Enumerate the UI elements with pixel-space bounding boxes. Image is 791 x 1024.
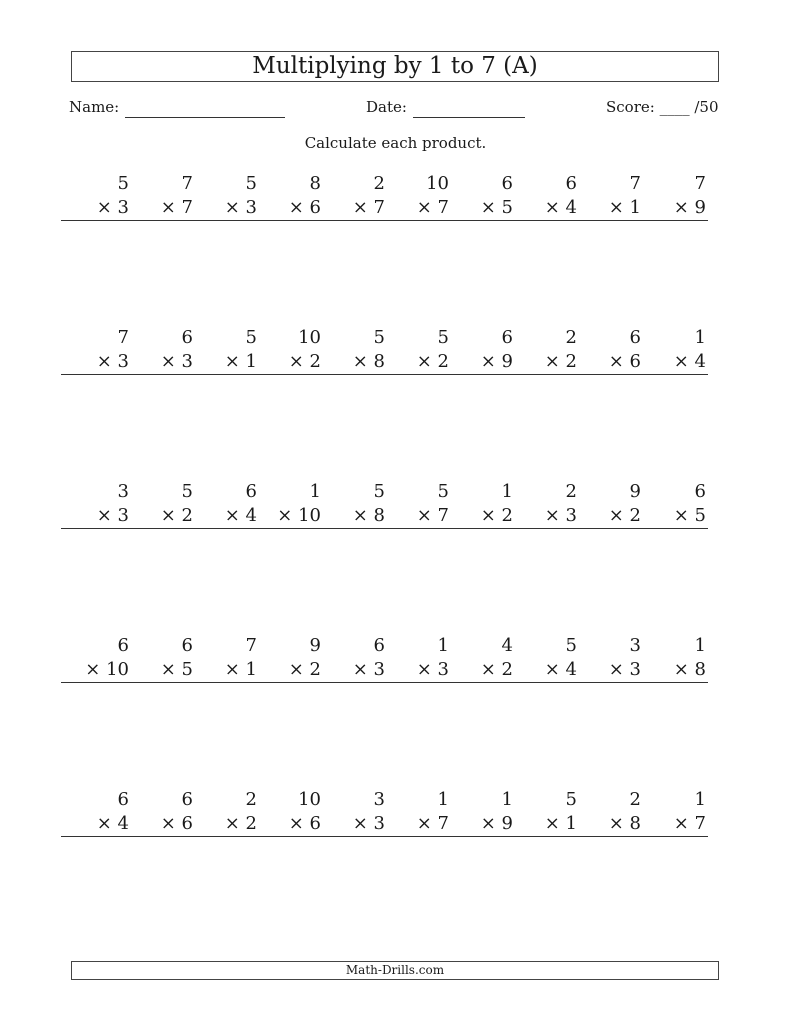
problem — [125, 326, 195, 375]
problem-multiplier: × 8 — [317, 504, 387, 529]
problem — [125, 480, 195, 529]
problem — [445, 480, 515, 529]
problem-multiplicand: 7 — [117, 327, 129, 348]
problem-multiplier: × 9 — [445, 350, 515, 375]
problem-multiplicand: 6 — [565, 173, 577, 194]
problem-multiplicand: 5 — [245, 173, 257, 194]
problem — [445, 788, 515, 837]
problem — [509, 326, 579, 375]
problem-multiplicand: 9 — [629, 481, 641, 502]
instructions: Calculate each product. — [304, 134, 487, 152]
problem — [638, 788, 708, 837]
problem-multiplicand: 5 — [181, 481, 193, 502]
problem-multiplier: × 7 — [381, 812, 451, 837]
problem — [381, 634, 451, 683]
score-field — [606, 96, 719, 118]
problem — [61, 172, 131, 221]
header-info-row — [0, 96, 791, 120]
problem — [317, 788, 387, 837]
problem-multiplicand: 5 — [373, 327, 385, 348]
problem-multiplicand: 6 — [117, 635, 129, 656]
problem — [189, 326, 259, 375]
problem-multiplier: × 2 — [509, 350, 579, 375]
score-blank: ____ — [659, 98, 690, 116]
problem-multiplicand: 4 — [501, 635, 513, 656]
problem-multiplier: × 2 — [125, 504, 195, 529]
problem-multiplier: × 6 — [125, 812, 195, 837]
problem-multiplier: × 3 — [61, 196, 131, 221]
problem-multiplicand: 1 — [437, 789, 449, 810]
problem-multiplicand: 6 — [501, 173, 513, 194]
problem — [253, 172, 323, 221]
problem-multiplicand: 5 — [437, 327, 449, 348]
problem — [445, 326, 515, 375]
problem-multiplicand: 2 — [373, 173, 385, 194]
problem-multiplier: × 1 — [189, 658, 259, 683]
problem-multiplicand: 1 — [694, 789, 706, 810]
problem-multiplier: × 2 — [573, 504, 643, 529]
problem-multiplier: × 7 — [381, 196, 451, 221]
problem — [61, 480, 131, 529]
problem-multiplicand: 10 — [426, 173, 449, 194]
problem-multiplicand: 6 — [694, 481, 706, 502]
name-field — [69, 96, 285, 118]
problem — [61, 634, 131, 683]
problem-multiplier: × 6 — [253, 812, 323, 837]
problem-multiplicand: 5 — [565, 635, 577, 656]
problem-multiplier: × 1 — [573, 196, 643, 221]
problem — [317, 326, 387, 375]
problem-multiplicand: 7 — [245, 635, 257, 656]
problem-multiplicand: 3 — [117, 481, 129, 502]
problem — [638, 480, 708, 529]
problem — [573, 480, 643, 529]
problem-multiplier: × 6 — [253, 196, 323, 221]
problem — [253, 788, 323, 837]
problem — [125, 634, 195, 683]
problem-multiplier: × 2 — [445, 504, 515, 529]
problem — [317, 480, 387, 529]
problem — [253, 634, 323, 683]
problem-multiplier: × 2 — [253, 658, 323, 683]
problem-multiplier: × 2 — [189, 812, 259, 837]
problem — [638, 634, 708, 683]
problem-multiplicand: 7 — [694, 173, 706, 194]
problem-multiplicand: 5 — [437, 481, 449, 502]
problem — [61, 788, 131, 837]
problem — [125, 788, 195, 837]
problem-multiplier: × 9 — [445, 812, 515, 837]
problem-multiplier: × 2 — [381, 350, 451, 375]
problem-multiplier: × 3 — [573, 658, 643, 683]
problem-multiplier: × 6 — [573, 350, 643, 375]
problem-multiplicand: 2 — [629, 789, 641, 810]
score-label: Score: — [606, 98, 655, 116]
problem — [445, 172, 515, 221]
problem-multiplicand: 7 — [181, 173, 193, 194]
problem — [189, 788, 259, 837]
problem-multiplicand: 1 — [501, 789, 513, 810]
problem-multiplicand: 6 — [181, 327, 193, 348]
problem-multiplier: × 2 — [253, 350, 323, 375]
problem-multiplicand: 2 — [565, 327, 577, 348]
problem-multiplier: × 1 — [509, 812, 579, 837]
problem — [509, 634, 579, 683]
problem — [381, 788, 451, 837]
name-blank-line — [125, 101, 285, 118]
problem-multiplicand: 6 — [245, 481, 257, 502]
problem — [573, 788, 643, 837]
problem-multiplier: × 4 — [61, 812, 131, 837]
problem-multiplier: × 7 — [381, 504, 451, 529]
problem — [189, 634, 259, 683]
problem-multiplier: × 5 — [125, 658, 195, 683]
problem — [253, 326, 323, 375]
date-blank-line — [413, 101, 525, 118]
problem-multiplier: × 10 — [61, 658, 131, 683]
problem-multiplicand: 6 — [181, 789, 193, 810]
problem-multiplicand: 5 — [565, 789, 577, 810]
problem — [317, 634, 387, 683]
problem-multiplicand: 6 — [117, 789, 129, 810]
problem-multiplier: × 7 — [317, 196, 387, 221]
problem — [573, 634, 643, 683]
problem-multiplier: × 8 — [638, 658, 708, 683]
problem-multiplier: × 8 — [573, 812, 643, 837]
problem-multiplicand: 3 — [629, 635, 641, 656]
problem-multiplier: × 4 — [189, 504, 259, 529]
problem-multiplicand: 6 — [501, 327, 513, 348]
problem-multiplier: × 4 — [509, 196, 579, 221]
problem — [573, 172, 643, 221]
problem — [509, 788, 579, 837]
problem-multiplier: × 5 — [445, 196, 515, 221]
worksheet-title: Multiplying by 1 to 7 (A) — [71, 51, 719, 82]
date-label: Date: — [366, 98, 407, 116]
name-label: Name: — [69, 98, 120, 116]
problem — [189, 480, 259, 529]
problem-multiplicand: 1 — [694, 327, 706, 348]
problem-multiplicand: 2 — [245, 789, 257, 810]
problem-multiplier: × 3 — [189, 196, 259, 221]
date-field — [366, 96, 525, 118]
problem-multiplier: × 4 — [509, 658, 579, 683]
problem-multiplicand: 5 — [117, 173, 129, 194]
problem-multiplicand: 6 — [181, 635, 193, 656]
problem — [573, 326, 643, 375]
problem-multiplicand: 9 — [309, 635, 321, 656]
problem-multiplicand: 7 — [629, 173, 641, 194]
problem-multiplicand: 10 — [298, 789, 321, 810]
problem-multiplicand: 5 — [245, 327, 257, 348]
problem-multiplier: × 4 — [638, 350, 708, 375]
problem-multiplicand: 1 — [501, 481, 513, 502]
score-total: /50 — [694, 98, 719, 116]
problem — [381, 480, 451, 529]
problem — [189, 172, 259, 221]
problem-multiplier: × 3 — [61, 504, 131, 529]
problem-multiplicand: 5 — [373, 481, 385, 502]
problem-multiplier: × 8 — [317, 350, 387, 375]
problem-multiplier: × 10 — [253, 504, 323, 529]
problem-multiplier: × 3 — [61, 350, 131, 375]
problem — [381, 172, 451, 221]
problem-multiplicand: 3 — [373, 789, 385, 810]
problem — [445, 634, 515, 683]
problem — [638, 326, 708, 375]
problem-multiplicand: 6 — [629, 327, 641, 348]
problem-multiplier: × 3 — [509, 504, 579, 529]
problem — [381, 326, 451, 375]
problem — [61, 326, 131, 375]
problem — [509, 480, 579, 529]
problem — [317, 172, 387, 221]
problem-multiplier: × 3 — [381, 658, 451, 683]
problem-multiplier: × 3 — [317, 658, 387, 683]
problem — [638, 172, 708, 221]
problem-multiplier: × 1 — [189, 350, 259, 375]
problem-multiplicand: 1 — [694, 635, 706, 656]
problem — [253, 480, 323, 529]
problem-multiplicand: 8 — [309, 173, 321, 194]
problem-multiplier: × 7 — [638, 812, 708, 837]
problem-multiplicand: 6 — [373, 635, 385, 656]
problem — [509, 172, 579, 221]
problem-multiplier: × 5 — [638, 504, 708, 529]
problem-multiplicand: 2 — [565, 481, 577, 502]
footer-credit: Math-Drills.com — [71, 961, 719, 980]
problem-multiplier: × 3 — [125, 350, 195, 375]
problem-multiplicand: 1 — [309, 481, 321, 502]
problem-multiplier: × 7 — [125, 196, 195, 221]
problem-multiplicand: 10 — [298, 327, 321, 348]
problem-multiplicand: 1 — [437, 635, 449, 656]
problem — [125, 172, 195, 221]
problem-multiplier: × 2 — [445, 658, 515, 683]
problem-multiplier: × 9 — [638, 196, 708, 221]
problem-multiplier: × 3 — [317, 812, 387, 837]
